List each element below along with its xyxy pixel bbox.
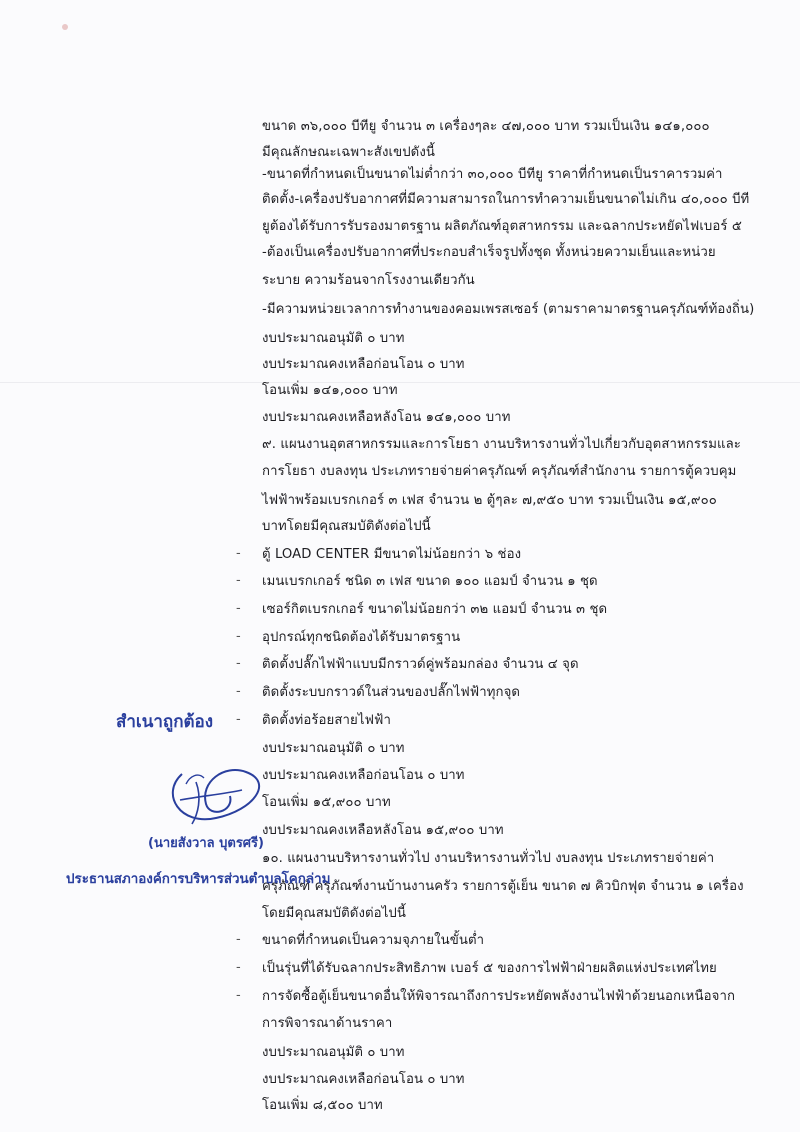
list-item: ติดตั้งท่อร้อยสายไฟฟ้า bbox=[262, 713, 391, 728]
text-line: -ขนาดที่กำหนดเป็นขนาดไม่ต่ำกว่า ๓๐,๐๐๐ บีทียู ราคาที่กำหนดเป็นราคารวมค่า bbox=[262, 167, 723, 182]
signer-position: ประธานสภาองค์การบริหารส่วนตำบลโคกล่าม bbox=[66, 872, 331, 887]
list-item: ตู้ LOAD CENTER มีขนาดไม่น้อยกว่า ๖ ช่อง bbox=[262, 547, 522, 562]
scan-artifact-line bbox=[0, 382, 800, 383]
bullet-dash: - bbox=[236, 684, 241, 699]
text-line: บาทโดยมีคุณสมบัติดังต่อไปนี้ bbox=[262, 519, 431, 534]
list-item: ติดตั้งปลั๊กไฟฟ้าแบบมีกราวด์คู่พร้อมกล่อง จำนวน ๔ จุด bbox=[262, 657, 579, 672]
bullet-dash: - bbox=[236, 932, 241, 947]
bullet-dash: - bbox=[236, 601, 241, 616]
text-line: ไฟฟ้าพร้อมเบรกเกอร์ ๓ เฟส จำนวน ๒ ตู้ๆละ ๗,๙๕๐ บาท รวมเป็นเงิน ๑๕,๙๐๐ bbox=[262, 493, 717, 508]
list-item: เมนเบรกเกอร์ ชนิด ๓ เฟส ขนาด ๑๐๐ แอมป์ จำนวน ๑ ชุด bbox=[262, 574, 598, 589]
text-line: งบประมาณคงเหลือหลังโอน ๑๕,๙๐๐ บาท bbox=[262, 823, 504, 838]
text-line: โอนเพิ่ม ๑๕,๙๐๐ บาท bbox=[262, 795, 391, 810]
text-line: โอนเพิ่ม ๘,๕๐๐ บาท bbox=[262, 1098, 383, 1113]
list-item: เซอร์กิตเบรกเกอร์ ขนาดไม่น้อยกว่า ๓๒ แอมป์ จำนวน ๓ ชุด bbox=[262, 602, 608, 617]
text-line: ติดตั้ง-เครื่องปรับอากาศที่มีความสามารถในการทำความเย็นขนาดไม่เกิน ๔๐,๐๐๐ บีที bbox=[262, 192, 750, 207]
text-line: โดยมีคุณสมบัติดังต่อไปนี้ bbox=[262, 906, 407, 921]
text-line: โอนเพิ่ม ๑๔๑,๐๐๐ บาท bbox=[262, 383, 398, 398]
text-line: งบประมาณอนุมัติ ๐ บาท bbox=[262, 331, 405, 346]
list-item: การจัดซื้อตู้เย็นขนาดอื่นให้พิจารณาถึงการประหยัดพลังงานไฟฟ้าด้วยนอกเหนือจาก bbox=[262, 989, 736, 1004]
text-line: การพิจารณาด้านราคา bbox=[262, 1016, 393, 1031]
bullet-dash: - bbox=[236, 546, 241, 561]
list-item: ขนาดที่กำหนดเป็นความจุภายในขั้นต่ำ bbox=[262, 933, 485, 948]
signer-name: (นายสังวาล บุตรศรี) bbox=[148, 836, 264, 851]
scan-speck bbox=[62, 24, 68, 30]
text-line: งบประมาณคงเหลือก่อนโอน ๐ บาท bbox=[262, 768, 465, 783]
signature-icon bbox=[150, 760, 290, 840]
text-line: มีคุณลักษณะเฉพาะสังเขปดังนี้ bbox=[262, 145, 435, 160]
list-item: เป็นรุ่นที่ได้รับฉลากประสิทธิภาพ เบอร์ ๕ ของการไฟฟ้าฝ่ายผลิตแห่งประเทศไทย bbox=[262, 961, 717, 976]
text-line: ระบาย ความร้อนจากโรงงานเดียวกัน bbox=[262, 273, 475, 288]
list-item: อุปกรณ์ทุกชนิดต้องได้รับมาตรฐาน bbox=[262, 630, 461, 645]
text-line: ๑๐. แผนงานบริหารงานทั่วไป งานบริหารงานทั่วไป งบลงทุน ประเภทรายจ่ายค่า bbox=[262, 851, 715, 866]
bullet-dash: - bbox=[236, 629, 241, 644]
text-line: -มีความหน่วยเวลาการทำงานของคอมเพรสเซอร์ (ตามราคามาตรฐานครุภัณฑ์ท้องถิ่น) bbox=[262, 302, 755, 317]
text-line: ขนาด ๓๖,๐๐๐ บีทียู จำนวน ๓ เครื่องๆละ ๔๗,๐๐๐ บาท รวมเป็นเงิน ๑๔๑,๐๐๐ bbox=[262, 119, 710, 134]
text-line: การโยธา งบลงทุน ประเภทรายจ่ายค่าครุภัณฑ์ ครุภัณฑ์สำนักงาน รายการตู้ควบคุม bbox=[262, 464, 737, 479]
certified-copy-stamp: สำเนาถูกต้อง bbox=[116, 712, 214, 732]
text-line: งบประมาณคงเหลือก่อนโอน ๐ บาท bbox=[262, 1072, 465, 1087]
bullet-dash: - bbox=[236, 712, 241, 727]
text-line: -ต้องเป็นเครื่องปรับอากาศที่ประกอบสำเร็จรูปทั้งชุด ทั้งหน่วยความเย็นและหน่วย bbox=[262, 245, 716, 260]
list-item: ติดตั้งระบบกราวด์ในส่วนของปลั๊กไฟฟ้าทุกจุด bbox=[262, 685, 521, 700]
bullet-dash: - bbox=[236, 656, 241, 671]
text-line: งบประมาณคงเหลือหลังโอน ๑๔๑,๐๐๐ บาท bbox=[262, 410, 511, 425]
text-line: งบประมาณอนุมัติ ๐ บาท bbox=[262, 741, 405, 756]
text-line: ครุภัณฑ์ ครุภัณฑ์งานบ้านงานครัว รายการตู้เย็น ขนาด ๗ คิวบิกฟุต จำนวน ๑ เครื่อง bbox=[262, 879, 744, 894]
bullet-dash: - bbox=[236, 573, 241, 588]
text-line: งบประมาณคงเหลือก่อนโอน ๐ บาท bbox=[262, 357, 465, 372]
text-line: ยูต้องได้รับการรับรองมาตรฐาน ผลิตภัณฑ์อุตสาหกรรม และฉลากประหยัดไฟเบอร์ ๕ bbox=[262, 219, 742, 234]
bullet-dash: - bbox=[236, 988, 241, 1003]
bullet-dash: - bbox=[236, 960, 241, 975]
text-line: งบประมาณอนุมัติ ๐ บาท bbox=[262, 1045, 405, 1060]
text-line: ๙. แผนงานอุตสาหกรรมและการโยธา งานบริหารงานทั่วไปเกี่ยวกับอุตสาหกรรมและ bbox=[262, 437, 741, 452]
